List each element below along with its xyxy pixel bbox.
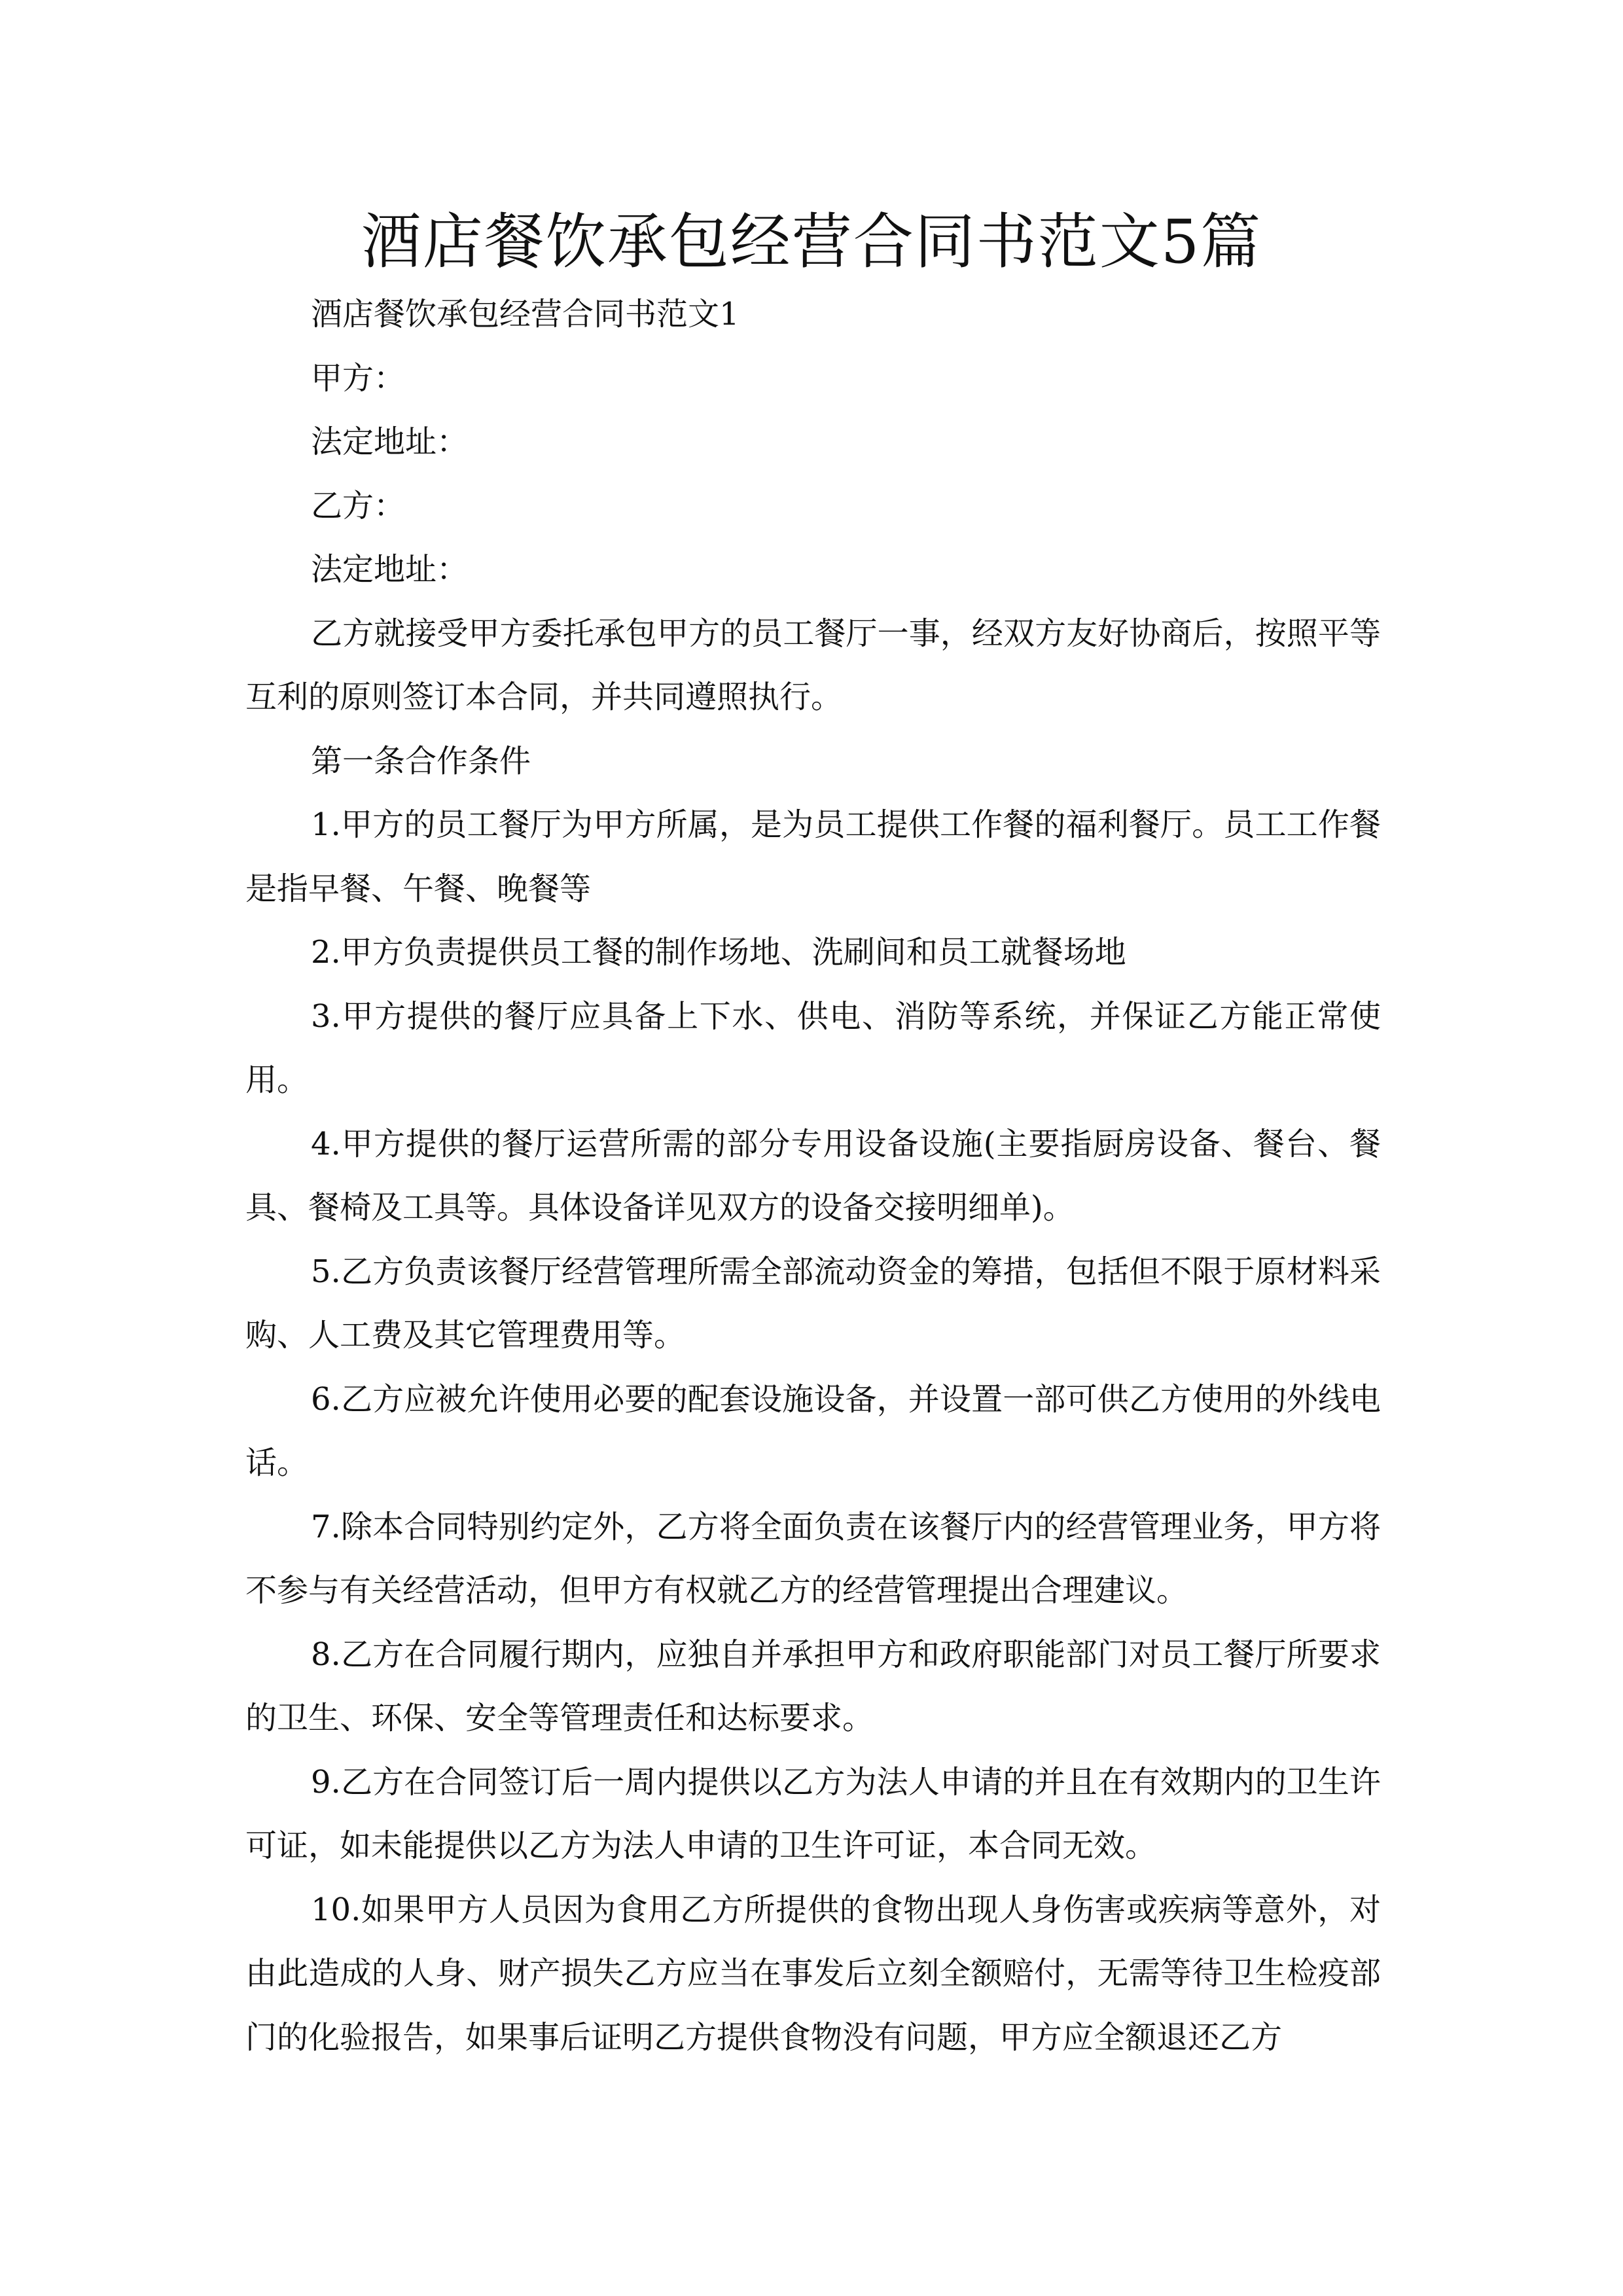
clause-6: 6.乙方应被允许使用必要的配套设施设备，并设置一部可供乙方使用的外线电话。 [245, 1380, 1381, 1481]
clause-10: 10.如果甲方人员因为食用乙方所提供的食物出现人身伤害或疾病等意外，对由此造成的人身、财产损失乙方应当在事发后立刻全额赔付，无需等待卫生检疫部门的化验报告，如果事后证明乙方提供食物没有问题，甲方应全额退还乙方 [245, 1891, 1381, 2056]
clause-7: 7.除本合同特别约定外，乙方将全面负责在该餐厅内的经营管理业务，甲方将不参与有关经营活动，但甲方有权就乙方的经营管理提出合理建议。 [245, 1508, 1381, 1609]
clause-8: 8.乙方在合同履行期内，应独自并承担甲方和政府职能部门对员工餐厅所要求的卫生、环保、安全等管理责任和达标要求。 [245, 1636, 1381, 1736]
clause-3: 3.甲方提供的餐厅应具备上下水、供电、消防等系统，并保证乙方能正常使用。 [245, 997, 1381, 1098]
section-heading-1: 酒店餐饮承包经营合同书范文1 [311, 296, 740, 332]
article-1-heading: 第一条合作条件 [311, 742, 531, 780]
clause-9: 9.乙方在合同签订后一周内提供以乙方为法人申请的并且在有效期内的卫生许可证，如未能提供以乙方为法人申请的卫生许可证，本合同无效。 [245, 1763, 1381, 1864]
clause-1: 1.甲方的员工餐厅为甲方所属，是为员工提供工作餐的福利餐厅。员工工作餐是指早餐、午餐、晚餐等 [245, 806, 1381, 907]
document-title: 酒店餐饮承包经营合同书范文5篇 [361, 207, 1262, 277]
party-b-label: 乙方： [311, 487, 406, 524]
clause-4: 4.甲方提供的餐厅运营所需的部分专用设备设施(主要指厨房设备、餐台、餐具、餐椅及工具等。具体设备详见双方的设备交接明细单)。 [245, 1125, 1381, 1226]
party-b-address-label: 法定地址： [311, 551, 469, 588]
document-body [245, 283, 1381, 2070]
party-a-label: 甲方： [311, 359, 406, 397]
party-a-address-label: 法定地址： [311, 423, 469, 460]
preamble-paragraph: 乙方就接受甲方委托承包甲方的员工餐厅一事，经双方友好协商后，按照平等互利的原则签订本合同，并共同遵照执行。 [245, 615, 1381, 715]
clause-5: 5.乙方负责该餐厅经营管理所需全部流动资金的筹措，包括但不限于原材料采购、人工费及其它管理费用等。 [245, 1253, 1381, 1354]
clause-2: 2.甲方负责提供员工餐的制作场地、洗刷间和员工就餐场地 [311, 934, 1126, 971]
